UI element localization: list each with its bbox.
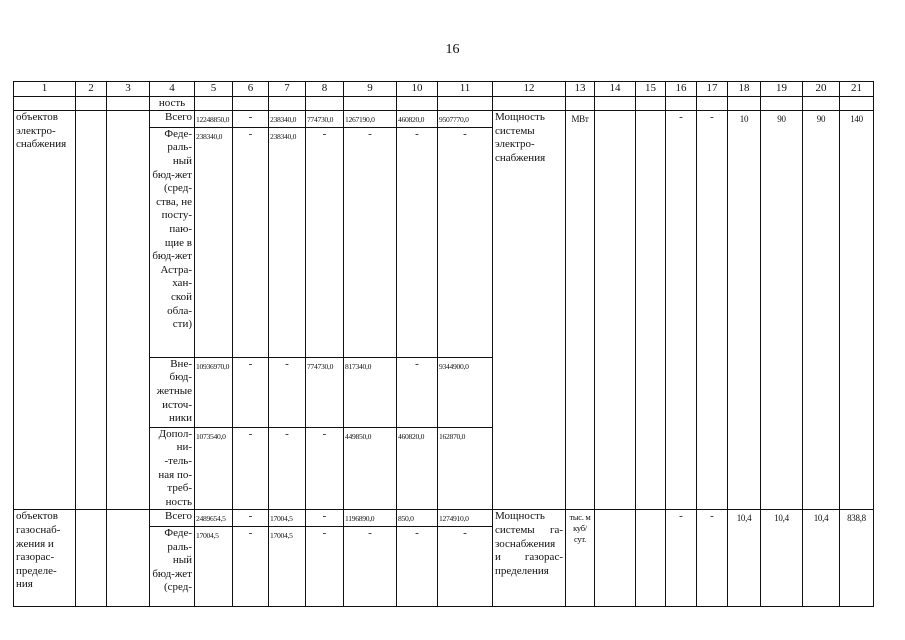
value-cell: - <box>697 510 728 607</box>
col-header: 2 <box>76 82 107 97</box>
col-header: 12 <box>493 82 566 97</box>
col-header: 1 <box>14 82 76 97</box>
col-header: 13 <box>566 82 595 97</box>
value-cell: 1274910,0 <box>438 510 493 527</box>
value-cell: - <box>233 127 269 357</box>
value-cell: 460820,0 <box>397 111 438 128</box>
col-header: 11 <box>438 82 493 97</box>
source-cell: Допол-ни- -тель-ная по-треб-ность <box>150 427 195 510</box>
value-cell: 12248850,0 <box>195 111 233 128</box>
value-cell: - <box>306 510 344 527</box>
value-cell: 460820,0 <box>397 427 438 510</box>
col-header: 18 <box>728 82 761 97</box>
value-cell: 238340,0 <box>195 127 233 357</box>
col-header: 3 <box>107 82 150 97</box>
gas-object-cell: объектов газоснаб-жения и газорас-пределе-ния <box>14 510 76 607</box>
col-header: 14 <box>595 82 636 97</box>
continued-text: ность <box>150 96 195 111</box>
value-cell: - <box>269 357 306 427</box>
value-cell: - <box>233 357 269 427</box>
electro-total-row <box>14 111 874 128</box>
value-cell: - <box>306 526 344 606</box>
value-cell: - <box>438 127 493 357</box>
col-header: 4 <box>150 82 195 97</box>
value-cell: 10936970,0 <box>195 357 233 427</box>
gas-total-row <box>14 510 874 527</box>
col-header: 6 <box>233 82 269 97</box>
value-cell: - <box>233 510 269 527</box>
value-cell: 449850,0 <box>344 427 397 510</box>
col-header: 8 <box>306 82 344 97</box>
value-cell: 10,4 <box>728 510 761 607</box>
col-header: 16 <box>666 82 697 97</box>
value-cell: 774730,0 <box>306 111 344 128</box>
value-cell: 90 <box>761 111 803 510</box>
col-header: 5 <box>195 82 233 97</box>
value-cell: 1267190,0 <box>344 111 397 128</box>
value-cell: - <box>233 427 269 510</box>
value-cell: 10 <box>728 111 761 510</box>
value-cell: - <box>306 127 344 357</box>
value-cell: 17004,5 <box>269 526 306 606</box>
value-cell: 838,8 <box>840 510 874 607</box>
value-cell: - <box>397 127 438 357</box>
value-cell: 850,0 <box>397 510 438 527</box>
value-cell: - <box>233 526 269 606</box>
page-number: 16 <box>445 42 460 57</box>
col-header: 21 <box>840 82 874 97</box>
value-cell: - <box>666 510 697 607</box>
value-cell: 17004,5 <box>195 526 233 606</box>
electro-indicator-cell: Мощность системы электро-снабжения <box>493 111 566 510</box>
source-cell: Феде-раль-ный бюд-жет (сред- <box>150 526 195 606</box>
col-header: 17 <box>697 82 728 97</box>
col-header: 9 <box>344 82 397 97</box>
column-number-row <box>14 82 874 97</box>
value-cell: - <box>344 526 397 606</box>
continuation-row <box>14 96 874 111</box>
value-cell: - <box>397 357 438 427</box>
source-cell: Феде-раль-ный бюд-жет (сред-ства, не посту-паю-щие в бюд-жет Астра-хан-ской обла-сти) <box>150 127 195 357</box>
value-cell: 238340,0 <box>269 127 306 357</box>
col-header: 19 <box>761 82 803 97</box>
col-header: 10 <box>397 82 438 97</box>
value-cell: - <box>666 111 697 510</box>
value-cell: 140 <box>840 111 874 510</box>
value-cell: 90 <box>803 111 840 510</box>
value-cell: - <box>233 111 269 128</box>
electro-object-cell: объектов электро-снабжения <box>14 111 76 510</box>
value-cell: 10,4 <box>803 510 840 607</box>
electro-unit-cell: МВт <box>566 111 595 510</box>
value-cell: 9507770,0 <box>438 111 493 128</box>
value-cell: 2489654,5 <box>195 510 233 527</box>
col-header: 15 <box>636 82 666 97</box>
value-cell: 10,4 <box>761 510 803 607</box>
value-cell: - <box>269 427 306 510</box>
value-cell: 817340,0 <box>344 357 397 427</box>
value-cell: - <box>438 526 493 606</box>
col-header: 20 <box>803 82 840 97</box>
value-cell: 9344900,0 <box>438 357 493 427</box>
financing-table <box>13 81 874 607</box>
value-cell: 162870,0 <box>438 427 493 510</box>
gas-unit-cell: тыс. м куб/ сут. <box>566 510 595 607</box>
value-cell: - <box>306 427 344 510</box>
source-cell: Вне-бюд-жетные источ-ники <box>150 357 195 427</box>
value-cell: 17004,5 <box>269 510 306 527</box>
value-cell: - <box>344 127 397 357</box>
gas-indicator-cell: Мощность системы га-зоснабжения и газорас-пределения <box>493 510 566 607</box>
value-cell: - <box>397 526 438 606</box>
value-cell: 1073540,0 <box>195 427 233 510</box>
value-cell: 1196890,0 <box>344 510 397 527</box>
source-cell: Всего <box>150 111 195 128</box>
value-cell: 238340,0 <box>269 111 306 128</box>
value-cell: 774730,0 <box>306 357 344 427</box>
col-header: 7 <box>269 82 306 97</box>
source-cell: Всего <box>150 510 195 527</box>
value-cell: - <box>697 111 728 510</box>
